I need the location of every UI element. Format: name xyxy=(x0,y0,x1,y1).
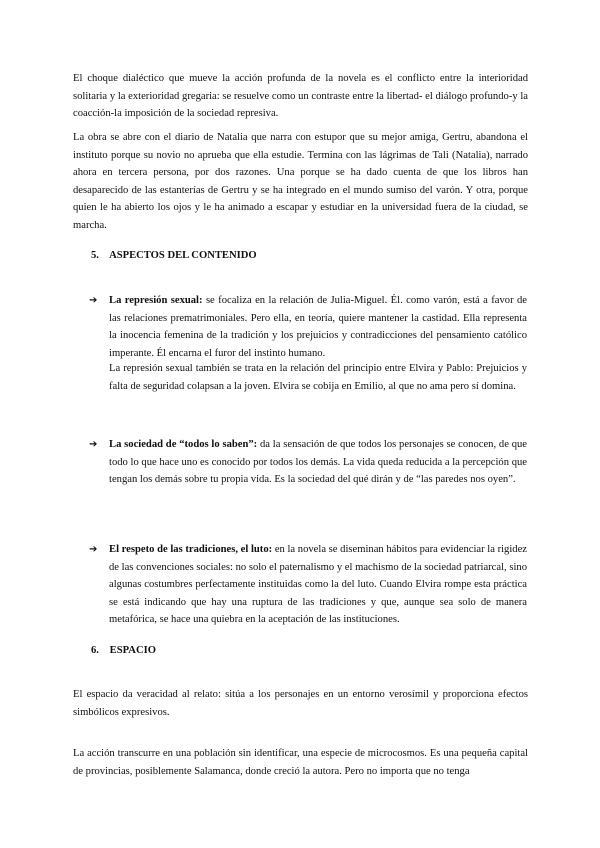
section-6-number: 6. xyxy=(91,645,99,656)
list-item xyxy=(89,292,527,362)
arrow-right-icon: ➔ xyxy=(89,439,98,450)
section-6-heading xyxy=(91,642,156,660)
list-item-body: en la novela se diseminan hábitos para evidenciar la rigidez de las convenciones sociales: no solo el paternalismo y el machismo de la sociedad patriarcal, sino algunas costumbres perfectamente instituidas como la del luto. Cuando Elvira rompe esta práctica se está indicando que hay una ruptura de las tradiciones y que, aunque sea solo de manera metafórica, se hace una quiebra en la aceptación de las instituciones. xyxy=(109,544,527,626)
list-item-extra-paragraph: La represión sexual también se trata en la relación del principio entre Elvira y Pablo: Prejuicios y falta de seguridad colapsan a la joven. Elvira se cobija en Emilio, al que no ama pero sí domina. xyxy=(109,363,527,392)
list-item-body: da la sensación de que todos los personajes se conocen, de que todo lo que hace uno es conocido por todos los demás. La vida queda reducida a la percepción que tengan los demás sobre tu propia vida. Es la sociedad del qué dirán y de “las paredes nos oyen”. xyxy=(109,439,528,486)
list-item-bold: La sociedad de “todos lo saben”: xyxy=(109,439,258,450)
list-item xyxy=(89,436,528,489)
intro-paragraph-1: El choque dialéctico que mueve la acción profunda de la novela es el conflicto entre la interioridad solitaria y la exterioridad gregaria: se resuelve como un contraste entre la libertad- el diálogo profundo-y la coacción-la imposición de la sociedad represiva. xyxy=(73,73,528,120)
section-6-title: ESPACIO xyxy=(109,645,156,656)
intro-paragraph-2: La obra se abre con el diario de Natalia que narra con estupor que su mejor amiga, Gertru, abandona el instituto porque su novio no aprueba que ella estudie. Termina con las lágrimas de Tali (Natalia), narrado ahora en tercera persona, por dos razones. Una porque se ha dado cuenta de que los libros han desaparecido de las estanterías de Gertru y se ha integrado en el mundo sumiso del varón. Y otra, porque quien le ha abierto los ojos y le ha animado a escapar y estudiar en la universidad fuera de la ciudad, se marcha. xyxy=(73,132,528,231)
section-6-paragraph-1: El espacio da veracidad al relato: sitúa a los personajes en un entorno verosímil y proporciona efectos simbólicos expresivos. xyxy=(73,689,528,718)
arrow-right-icon: ➔ xyxy=(89,544,98,555)
arrow-right-icon: ➔ xyxy=(89,295,98,306)
section-5-heading xyxy=(91,247,257,265)
list-item-bold: El respeto de las tradiciones, el luto: xyxy=(109,544,273,555)
section-5-number: 5. xyxy=(91,250,99,261)
list-item-text xyxy=(109,436,527,489)
list-item-body: se focaliza en la relación de Julia-Miguel. Él. como varón, está a favor de las relaciones prematrimoniales. Pero ella, en teoría, quiere mantener la castidad. Ella representa la inocencia femenina de la tradición y los prejuicios y contradicciones del pensamiento católico imperante. Él encarna el furor del instinto humano. xyxy=(109,295,527,359)
section-6-paragraph-2: La acción transcurre en una población sin identificar, una especie de microcosmos. Es una pequeña capital de provincias, posiblemente Salamanca, donde creció la autora. Pero no importa que no tenga xyxy=(73,748,528,777)
list-item-bold: La represión sexual: xyxy=(109,295,203,306)
list-item xyxy=(89,541,527,629)
section-5-title: ASPECTOS DEL CONTENIDO xyxy=(109,250,257,261)
list-item-text xyxy=(109,541,527,629)
list-item-text xyxy=(109,292,527,362)
